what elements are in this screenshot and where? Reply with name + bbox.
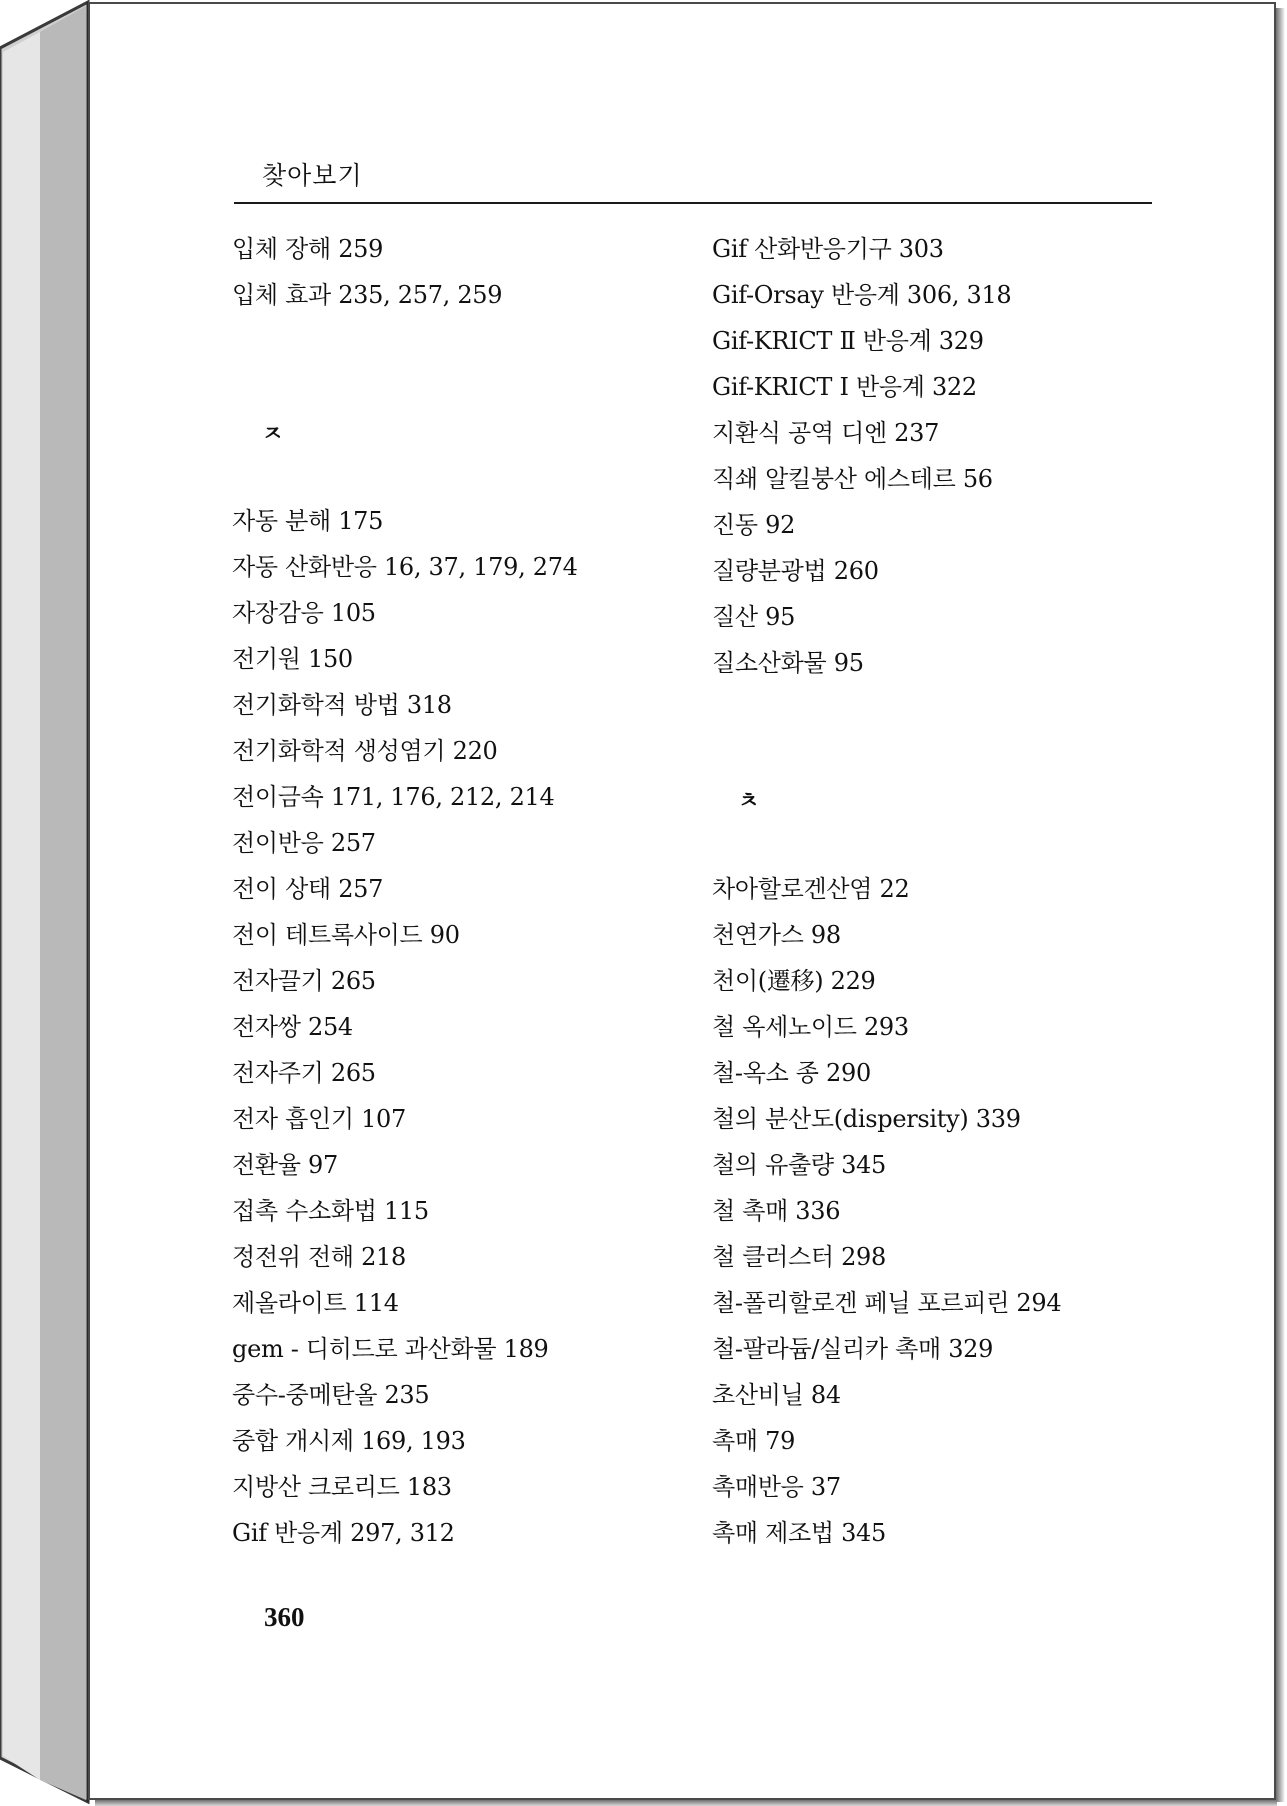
index-entry: 철의 유출량 345 xyxy=(712,1151,886,1179)
index-entry: 촉매반응 37 xyxy=(712,1473,841,1501)
index-entry: 철-팔라듐/실리카 촉매 329 xyxy=(712,1335,994,1363)
index-entry: 제올라이트 114 xyxy=(232,1289,399,1317)
index-entry: 입체 효과 235, 257, 259 xyxy=(232,281,503,309)
index-entry: 철의 분산도(dispersity) 339 xyxy=(712,1105,1021,1133)
index-entry: 중합 개시제 169, 193 xyxy=(232,1427,466,1455)
section-heading-chieut: ㅊ xyxy=(738,789,760,814)
index-entry: 천연가스 98 xyxy=(712,921,841,949)
index-entry: 접촉 수소화법 115 xyxy=(232,1197,429,1225)
index-entry: 직쇄 알킬붕산 에스테르 56 xyxy=(712,465,993,493)
index-entry: 철 옥세노이드 293 xyxy=(712,1013,909,1041)
index-entry: 질산 95 xyxy=(712,603,796,631)
page-shadow-right xyxy=(1276,8,1285,1802)
index-entry: 전자끌기 265 xyxy=(232,967,376,995)
index-entry: 촉매 79 xyxy=(712,1427,796,1455)
running-head: 찾아보기 xyxy=(262,161,363,190)
index-entry: 질소산화물 95 xyxy=(712,649,864,677)
index-entry: 전기화학적 생성염기 220 xyxy=(232,737,498,765)
index-entry: Gif-KRICT Ⅱ 반응계 329 xyxy=(712,327,984,355)
page-number: 360 xyxy=(264,1602,305,1632)
index-entry: 전이금속 171, 176, 212, 214 xyxy=(232,783,555,811)
index-entry: 초산비닐 84 xyxy=(712,1381,841,1409)
index-entry: 철-옥소 종 290 xyxy=(712,1059,871,1087)
index-entry: 입체 장해 259 xyxy=(232,235,384,263)
index-entry: 자동 산화반응 16, 37, 179, 274 xyxy=(232,553,578,581)
index-entry: 차아할로겐산염 22 xyxy=(712,875,910,903)
book-spine-edge xyxy=(0,0,90,1806)
index-entry: 전이 상태 257 xyxy=(232,875,384,903)
index-entry: Gif 반응계 297, 312 xyxy=(232,1519,455,1547)
index-entry: 전자주기 265 xyxy=(232,1059,376,1087)
index-entry: 전기화학적 방법 318 xyxy=(232,691,452,719)
index-entry: 전이반응 257 xyxy=(232,829,376,857)
page-shadow-bottom xyxy=(95,1800,1277,1806)
index-entry: 전자쌍 254 xyxy=(232,1013,353,1041)
index-entry: 전기원 150 xyxy=(232,645,353,673)
index-entry: 천이(遷移) 229 xyxy=(712,967,876,995)
index-entry: 전환율 97 xyxy=(232,1151,338,1179)
index-entry: gem - 디히드로 과산화물 189 xyxy=(232,1335,549,1363)
index-entry: 진동 92 xyxy=(712,511,796,539)
index-entry: 철 촉매 336 xyxy=(712,1197,841,1225)
index-entry: 전자 흡인기 107 xyxy=(232,1105,406,1133)
index-entry: Gif-Orsay 반응계 306, 318 xyxy=(712,281,1012,309)
index-entry: 자동 분해 175 xyxy=(232,507,384,535)
index-entry: 질량분광법 260 xyxy=(712,557,879,585)
index-entry: 철 클러스터 298 xyxy=(712,1243,886,1271)
index-entry: Gif-KRICT Ⅰ 반응계 322 xyxy=(712,373,977,401)
index-entry: 정전위 전해 218 xyxy=(232,1243,406,1271)
index-entry: Gif 산화반응기구 303 xyxy=(712,235,944,263)
index-entry: 철-폴리할로겐 페닐 포르피린 294 xyxy=(712,1289,1062,1317)
section-heading-jieut: ㅈ xyxy=(262,422,284,447)
index-entry: 전이 테트록사이드 90 xyxy=(232,921,460,949)
index-entry: 지방산 크로리드 183 xyxy=(232,1473,452,1501)
header-rule xyxy=(234,202,1152,204)
index-entry: 중수-중메탄올 235 xyxy=(232,1381,430,1409)
index-entry: 촉매 제조법 345 xyxy=(712,1519,886,1547)
index-entry: 지환식 공역 디엔 237 xyxy=(712,419,940,447)
index-entry: 자장감응 105 xyxy=(232,599,376,627)
